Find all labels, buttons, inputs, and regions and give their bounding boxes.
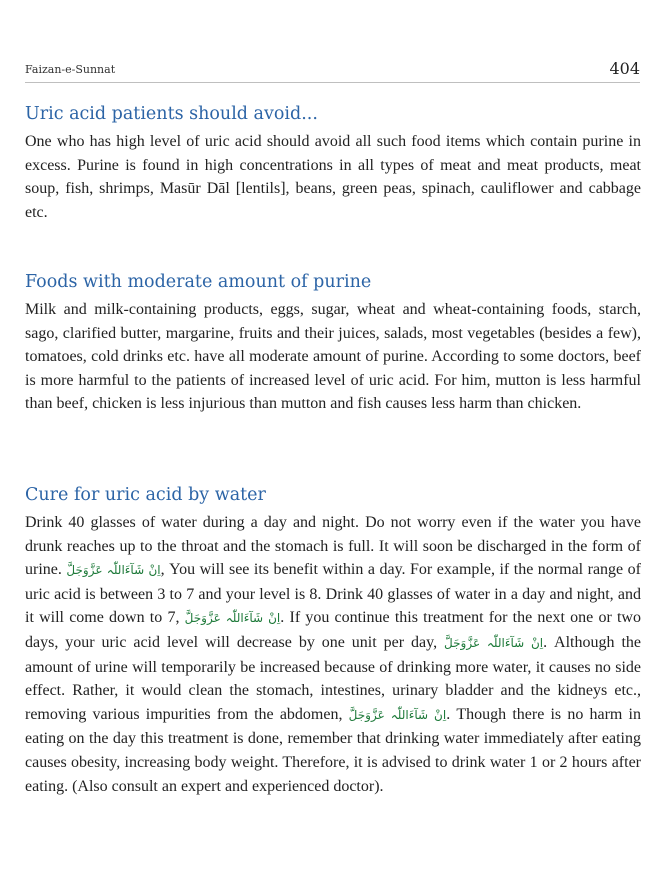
paragraph-text: . Though there is no harm in eating on the day this treatment is done, remember that drinking water immediately after eating causes obesity, increasing body weight. Therefore, it is advised to drink water 1 or 2 hours after eating. (Also consult an expert and experienced doctor). [25,705,641,795]
section-heading: Uric acid patients should avoid... [25,104,318,124]
arabic-dua-inline: اِنْ شَآءَاللّٰہ عَزَّوَجَلَّ [444,635,544,650]
arabic-dua-inline: اِنْ شَآءَاللّٰہ عَزَّوَجَلَّ [184,611,281,626]
section-heading: Cure for uric acid by water [25,485,266,505]
section-paragraph [25,511,641,798]
paragraph-text: Drink 40 glasses of water during a day and night. Do not worry even if the water you have drunk reaches up to the throat and the stomach is full. It will soon be discharged in the form of urine. [25,514,641,579]
arabic-dua-inline: اِنْ شَآءَاللّٰہ عَزَّوَجَلَّ [348,707,447,722]
paragraph-text: , You will see its benefit within a day. For example, if the normal range of uric acid is between 3 to 7 and your level is 8. Drink 40 glasses of water in a day and night, and it will come down to 7, [25,561,641,627]
section-moderate-purine [25,272,641,416]
section-paragraph: Milk and milk-containing products, eggs, sugar, wheat and wheat-containing foods, starch, sago, clarified butter, margarine, fruits and their juices, salads, most vegetables (besides a few), tomatoes, cold drinks etc. have all moderate amount of purine. According to some doctors, beef is more harmful to the patients of increased level of uric acid. For him, mutton is less harmful than beef, chicken is less injurious than mutton and fish causes less harm than chicken. [25,301,641,413]
book-title: Faizan-e-Sunnat [25,63,116,76]
page-header [25,58,640,83]
arabic-dua-inline: اِنْ شَآءَاللّٰہ عَزَّوَجَلَّ [66,563,161,578]
section-paragraph: One who has high level of uric acid should avoid all such food items which contain purine in excess. Purine is found in high concentrations in all types of meat and meat products, meat soup, fish, shrimps, Masūr Dāl [lentils], beans, green peas, spinach, cauliflower and cabbage etc. [25,133,641,221]
section-cure-by-water [25,485,641,798]
paragraph-text: . Although the amount of urine will temporarily be increased because of drinking more water, it causes no side effect. Rather, it would clean the stomach, intestines, urinary bladder and the kidneys etc., removing various impurities from the abdomen, [25,633,641,723]
paragraph-text: . If you continue this treatment for the next one or two days, your uric acid level will decrease by one unit per day, [25,609,641,651]
section-uric-acid-avoid [25,104,641,224]
section-heading: Foods with moderate amount of purine [25,272,372,292]
page-number: 404 [609,59,640,78]
